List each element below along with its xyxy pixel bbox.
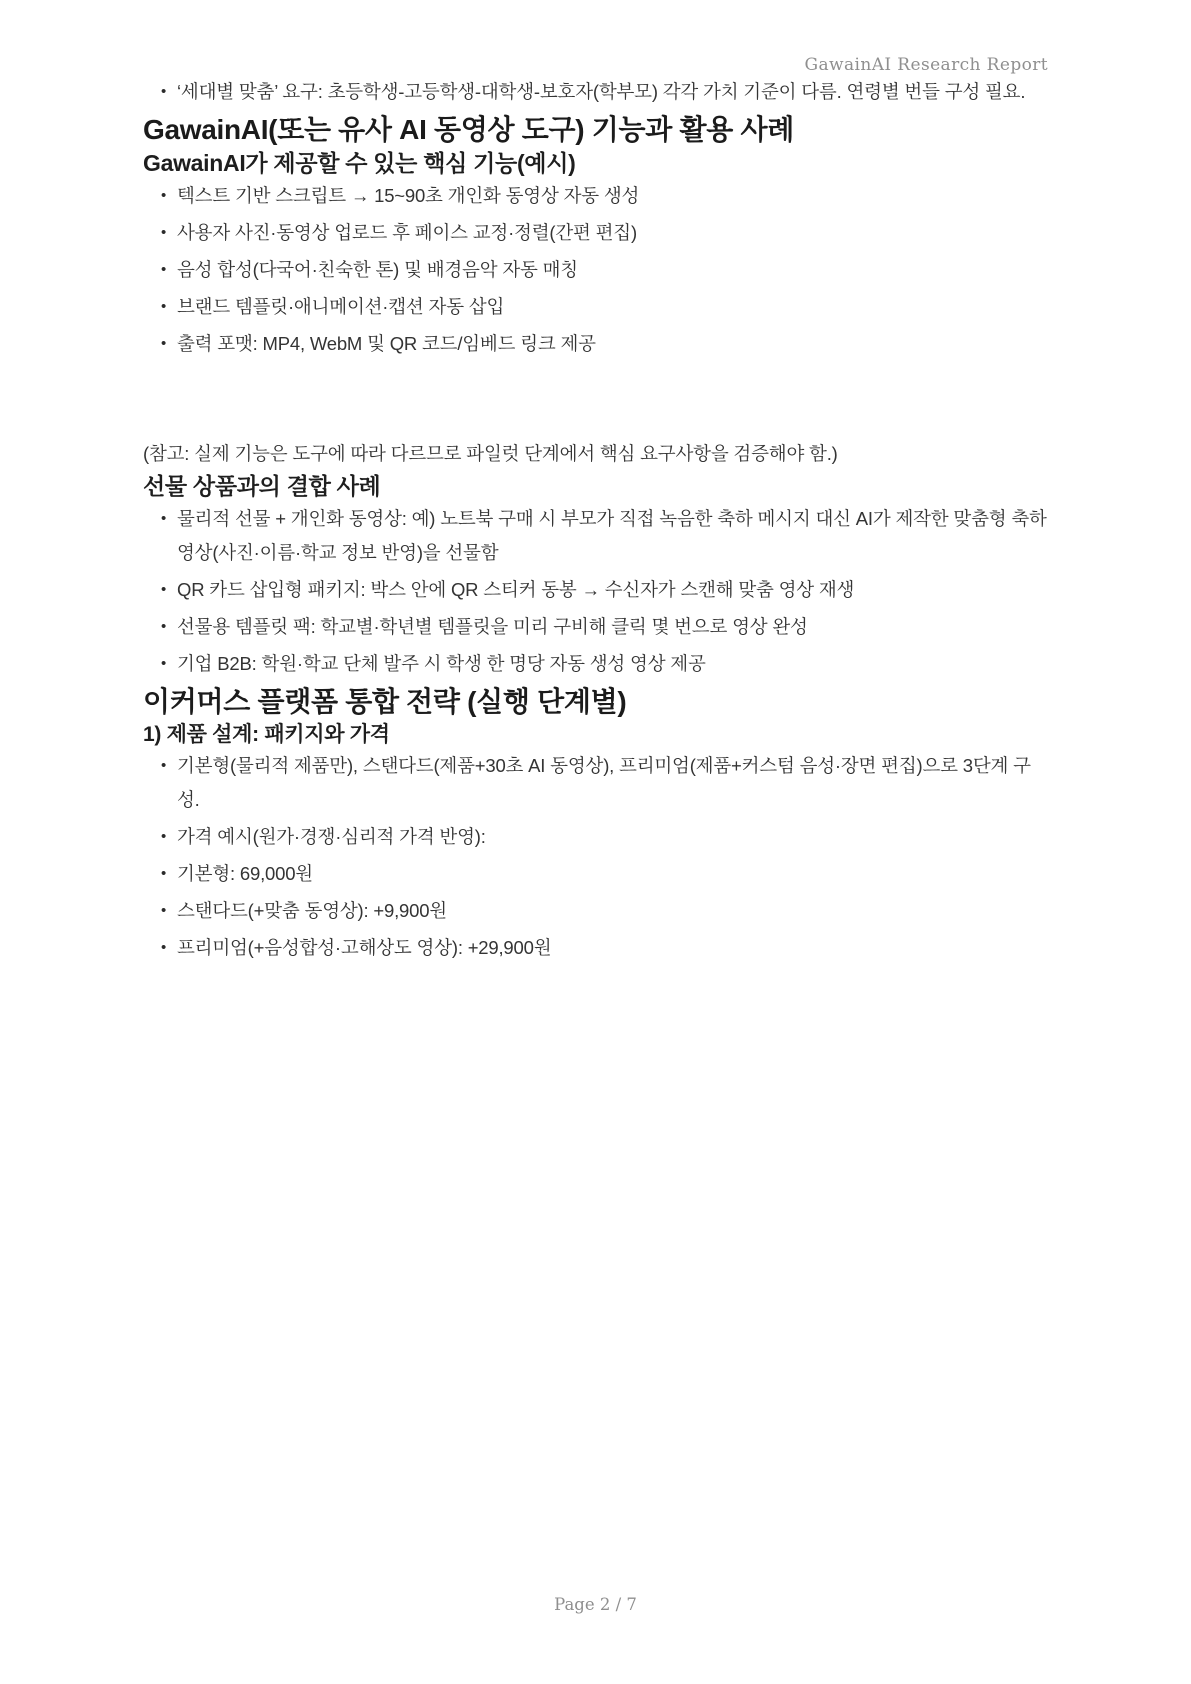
report-header: GawainAI Research Report [804, 55, 1048, 75]
list-item: • 브랜드 템플릿·애니메이션·캡션 자동 삽입 [161, 290, 1048, 324]
subsection-title-product-design: 1) 제품 설계: 패키지와 가격 [143, 722, 390, 746]
list-item: • 스탠다드(+맞춤 동영상): +9,900원 [161, 894, 1048, 928]
note-paragraph: (참고: 실제 기능은 도구에 따라 다르므로 파일럿 단계에서 핵심 요구사항을 검증해야 함.) [143, 443, 838, 465]
section-title-ecommerce: 이커머스 플랫폼 통합 전략 (실행 단계별) [143, 686, 627, 718]
gift-combination-list [143, 502, 1048, 681]
intro-bullet-list [143, 75, 1048, 109]
core-features-list [143, 179, 1048, 361]
list-item: • ‘세대별 맞춤’ 요구: 초등학생-고등학생-대학생-보호자(학부모) 각각 가치 기준이 다름. 연령별 번들 구성 필요. [161, 75, 1048, 109]
list-item: • 기본형(물리적 제품만), 스탠다드(제품+30초 AI 동영상), 프리미엄(제품+커스텀 음성·장면 편집)으로 3단계 구성. [161, 749, 1048, 817]
subsection-title-gift-combination: 선물 상품과의 결합 사례 [143, 473, 381, 500]
list-item: • 사용자 사진·동영상 업로드 후 페이스 교정·정렬(간편 편집) [161, 216, 1048, 250]
list-item: • 선물용 템플릿 팩: 학교별·학년별 템플릿을 미리 구비해 클릭 몇 번으로 영상 완성 [161, 610, 1048, 644]
list-item: • 출력 포맷: MP4, WebM 및 QR 코드/임베드 링크 제공 [161, 327, 1048, 361]
section-title-features: GawainAI(또는 유사 AI 동영상 도구) 기능과 활용 사례 [143, 114, 794, 145]
list-item: • 기본형: 69,000원 [161, 857, 1048, 891]
list-item: • 기업 B2B: 학원·학교 단체 발주 시 학생 한 명당 자동 생성 영상 제공 [161, 647, 1048, 681]
list-item: • 텍스트 기반 스크립트 → 15~90초 개인화 동영상 자동 생성 [161, 179, 1048, 213]
subsection-title-core-features: GawainAI가 제공할 수 있는 핵심 기능(예시) [143, 150, 576, 177]
list-item: • 프리미엄(+음성합성·고해상도 영상): +29,900원 [161, 931, 1048, 965]
list-item: • 가격 예시(원가·경쟁·심리적 가격 반영): [161, 820, 1048, 854]
page-number: Page 2 / 7 [554, 1595, 637, 1614]
list-item: • QR 카드 삽입형 패키지: 박스 안에 QR 스티커 동봉 → 수신자가 스캔해 맞춤 영상 재생 [161, 573, 1048, 607]
list-item: • 물리적 선물 + 개인화 동영상: 예) 노트북 구매 시 부모가 직접 녹음한 축하 메시지 대신 AI가 제작한 맞춤형 축하 영상(사진·이름·학교 정보 반영)을 선물함 [161, 502, 1048, 570]
product-pricing-list [143, 749, 1048, 965]
list-item: • 음성 합성(다국어·친숙한 톤) 및 배경음악 자동 매칭 [161, 253, 1048, 287]
